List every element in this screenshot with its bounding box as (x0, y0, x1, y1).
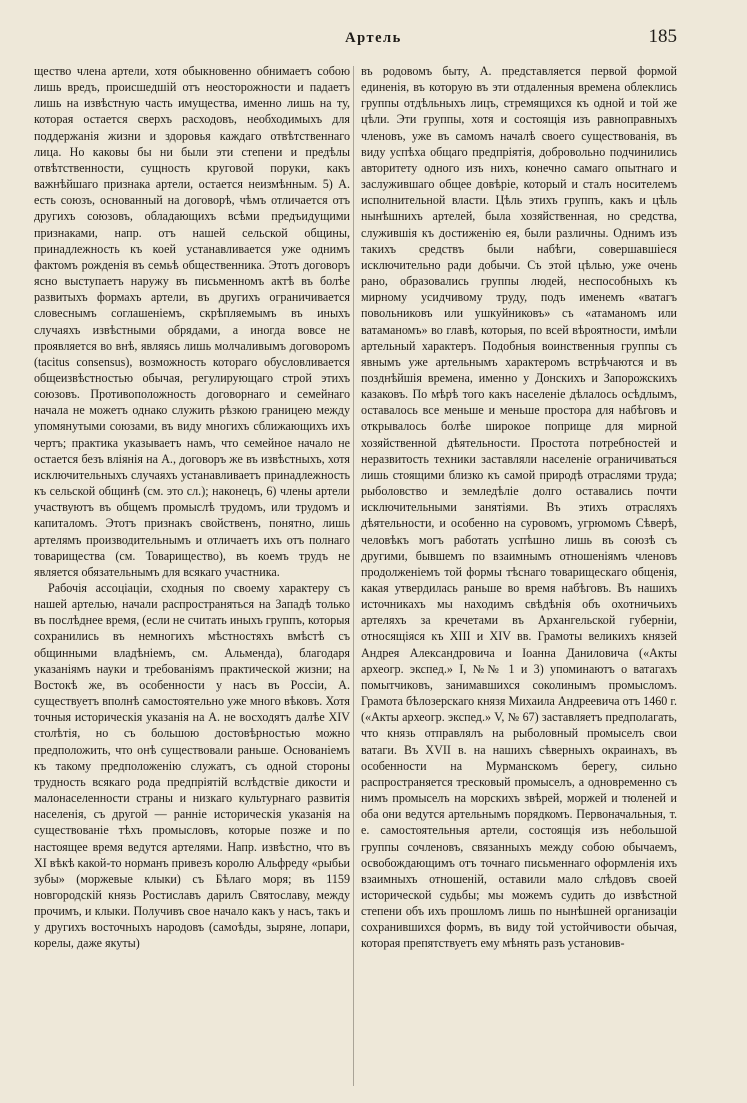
paragraph-history: въ родовомъ быту, А. представляется первой формой единенія, въ которую въ эти отдаленныя времена облеклись группы отдѣльныхъ лицъ, стремящихся къ одной и той же цѣли. Эти группы, хотя и состоящія изъ равноправныхъ членовъ, уже въ самомъ началѣ своего существованія, въ виду успѣха общаго предпріятія, добровольно подчинились авторитету одного изъ нихъ, конечно самаго опытнаго и заслужившаго общее довѣріе, который и сталъ носителемъ исполнительной власти. Цѣль этихъ группъ, какъ и цѣль нынѣшнихъ артелей, была хозяйственная, но средства, служившія къ достиженію ея, были различны. Однимъ изъ такихъ средствъ были набѣги, совершавшіеся исключительно ради добычи. Съ этой цѣлью, уже очень рано, образовались группы людей, неспособныхъ къ мирному усидчивому труду, подъ именемъ «ватагъ повольниковъ или ушкуйниковъ» съ «атаманомъ или ватаманомъ» во главѣ, которыя, по всей вѣроятности, имѣли артельный характеръ. Подобныя воинственныя группы съ явнымъ уже артельнымъ характеромъ встрѣчаются и въ позднѣйшія времена, именно у Донскихъ и Запорожскихъ казаковъ. По мѣрѣ того какъ населеніе дѣлалось осѣдлымъ, оставалось все меньше и меньше простора для набѣговъ и открывалось болѣе широкое поприще для мирной хозяйственной дѣятельности. Простота потребностей и неразвитость техники заставляли населеніе ограничиваться лишь стоящими близко къ самой природѣ отраслями труда; рыболовство и земледѣліе долго оставались почти исключительными занятіями. Въ этихъ отрасляхъ дѣятельности, и особенно на суровомъ, угрюмомъ Сѣверѣ, человѣкъ могъ работать успѣшно лишь въ союзѣ съ другими, бывшемъ по взаимнымъ отношеніямъ членовъ продолженіемъ той формы тѣснаго товарищескаго общенія, какая утвердилась раньше во время набѣговъ. Въ нашихъ источникахъ мы находимъ свѣдѣнія объ охотничьихъ артеляхъ за кречетами въ Архангельской губерніи, относящіяся къ XIII и XIV вв. Грамоты великихъ князей Андрея Александровича и Іоанна Даниловича («Акты археогр. экспед.» I, №№ 1 и 3) упоминаютъ о ватагахъ помытчиковъ, занимавшихся соколинымъ промысломъ. Грамота бѣлозерскаго князя Михаила Андреевича отъ 1460 г. («Акты археогр. экспед.» V, № 67) заставляетъ предполагать, что князь отправлялъ на рыболовный промыселъ свои ватаги. Въ XVII в. на нашихъ сѣверныхъ окраинахъ, въ особенности на Мурманскомъ берегу, сильно распространяется тресковый промыселъ, а одновременно съ нимъ промыселъ на морскихъ звѣрей, моржей и тюленей и оба они ведутся артельнымъ порядкомъ. Первоначальныя, т. е. самостоятельныя артели, состоящія изъ небольшой группы сочленовъ, связанныхъ между собою обычаемъ, освобождающимъ отъ точнаго письменнаго оформленія ихъ взаимныхъ отношеній, оставили мало слѣдовъ своей исторической судьбы; мы можемъ судить до извѣстной степени объ ихъ прошломъ лишь по нынѣшней организаціи сохранившихся формъ, въ виду той устойчивости обычая, которая препятствуетъ ему мѣнять разъ установив- (361, 64, 677, 951)
running-header (30, 22, 717, 56)
page-number: 185 (648, 26, 677, 47)
running-title: Артель (345, 30, 402, 46)
column-divider (353, 66, 354, 1086)
paragraph-continued: щество члена артели, хотя обыкновенно обнимаетъ собою лишь вредъ, происшедшій отъ неосторожности и падаетъ лишь на извѣстную часть имущества, именно лишь на ту, которая остается сверхъ расходовъ, необходимыхъ для поддержанія жизни и здоровья каждаго отвѣтственнаго лица. Но каковы бы ни были эти степени и предѣлы отвѣтственности, сущность круговой поруки, какъ важнѣйшаго признака артели, остается неизмѣнным. 5) А. есть союзъ, основанный на договорѣ, чѣмъ отличается отъ другихъ союзовъ, обладающихъ всѣми предъидущими признаками, напр. отъ нашей сельской общины, принадлежность къ коей устанавливается уже однимъ фактомъ рожденія въ семьѣ общественника. Этотъ договоръ ясно выступаетъ наружу въ письменномъ актѣ въ болѣе развитыхъ формахъ артели, въ другихъ ограничивается словеснымъ соглашеніемъ, скрѣпляемымъ въ иныхъ случаяхъ извѣстными обрядами, а иногда вовсе не проявляется во внѣ, являясь лишь молчаливымъ договоромъ (tacitus consensus), возможность котораго обусловливается общеизвѣстностью обычая, регулирующаго строй этихъ союзовъ. Противоположность договорнаго и семейнаго начала не можетъ однако служить рѣзкою границею между упомянутыми союзами, въ виду многихъ сближающихъ ихъ чертъ; практика указываетъ намъ, что семейное начало не остается безъ вліянія на А., договоръ же въ извѣстныхъ, хотя исключительныхъ случаяхъ устанавливаетъ принадлежность къ сельской общинѣ (см. это сл.); наконецъ, 6) члены артели участвуютъ въ общемъ промыслѣ трудомъ, или трудомъ и капиталомъ. Этотъ признакъ свойственъ, понятно, лишь артелямъ производительнымъ и отличаетъ ихъ отъ полнаго товарищества (см. Товарищество), въ коемъ трудъ не является обязательнымъ для всякаго участника. (34, 64, 350, 579)
right-column (361, 63, 677, 1093)
left-column (34, 63, 350, 1093)
paragraph-labour-associations: Рабочія ассоціаціи, сходныя по своему характеру съ нашей артелью, начали распространяться на Западѣ только въ послѣднее время, (если не считать иныхъ группъ, которыя сохранились въ немногихъ мѣстностяхъ вмѣстѣ съ общинными владѣніемъ, см. Альменда), благодаря указаніямъ науки и требованіямъ практической жизни; на Востокѣ же, въ особенности у насъ въ Россіи, А. существуетъ вполнѣ самостоятельно уже много вѣковъ. Хотя точныя историческія указанія на А. не восходятъ далѣе XIV столѣтія, но съ большою достовѣрностью можно предположить, что онѣ существовали раньше. Основаніемъ къ такому предположенію служатъ, съ одной стороны трудность всякаго рода предпріятій вслѣдствіе дикости и малонаселенности страны и низкаго культурнаго развитія населенія, съ другой — ранніе историческія указанія на существованіе тѣхъ промысловъ, которые позже и по настоящее время ведутся артелями. Напр. извѣстно, что въ XI вѣкѣ какой-то норманъ привезъ королю Альфреду «рыбьи зубы» (моржевые клыки) съ Бѣлаго моря; въ 1159 новгородскій князь Ростиславъ дарилъ Святославу, между прочимъ, и клыки. Получивъ свое начало какъ у насъ, такъ и у другихъ восточныхъ народовъ (самоѣды, зыряне, лопари, корелы, даже якуты) (34, 581, 350, 951)
